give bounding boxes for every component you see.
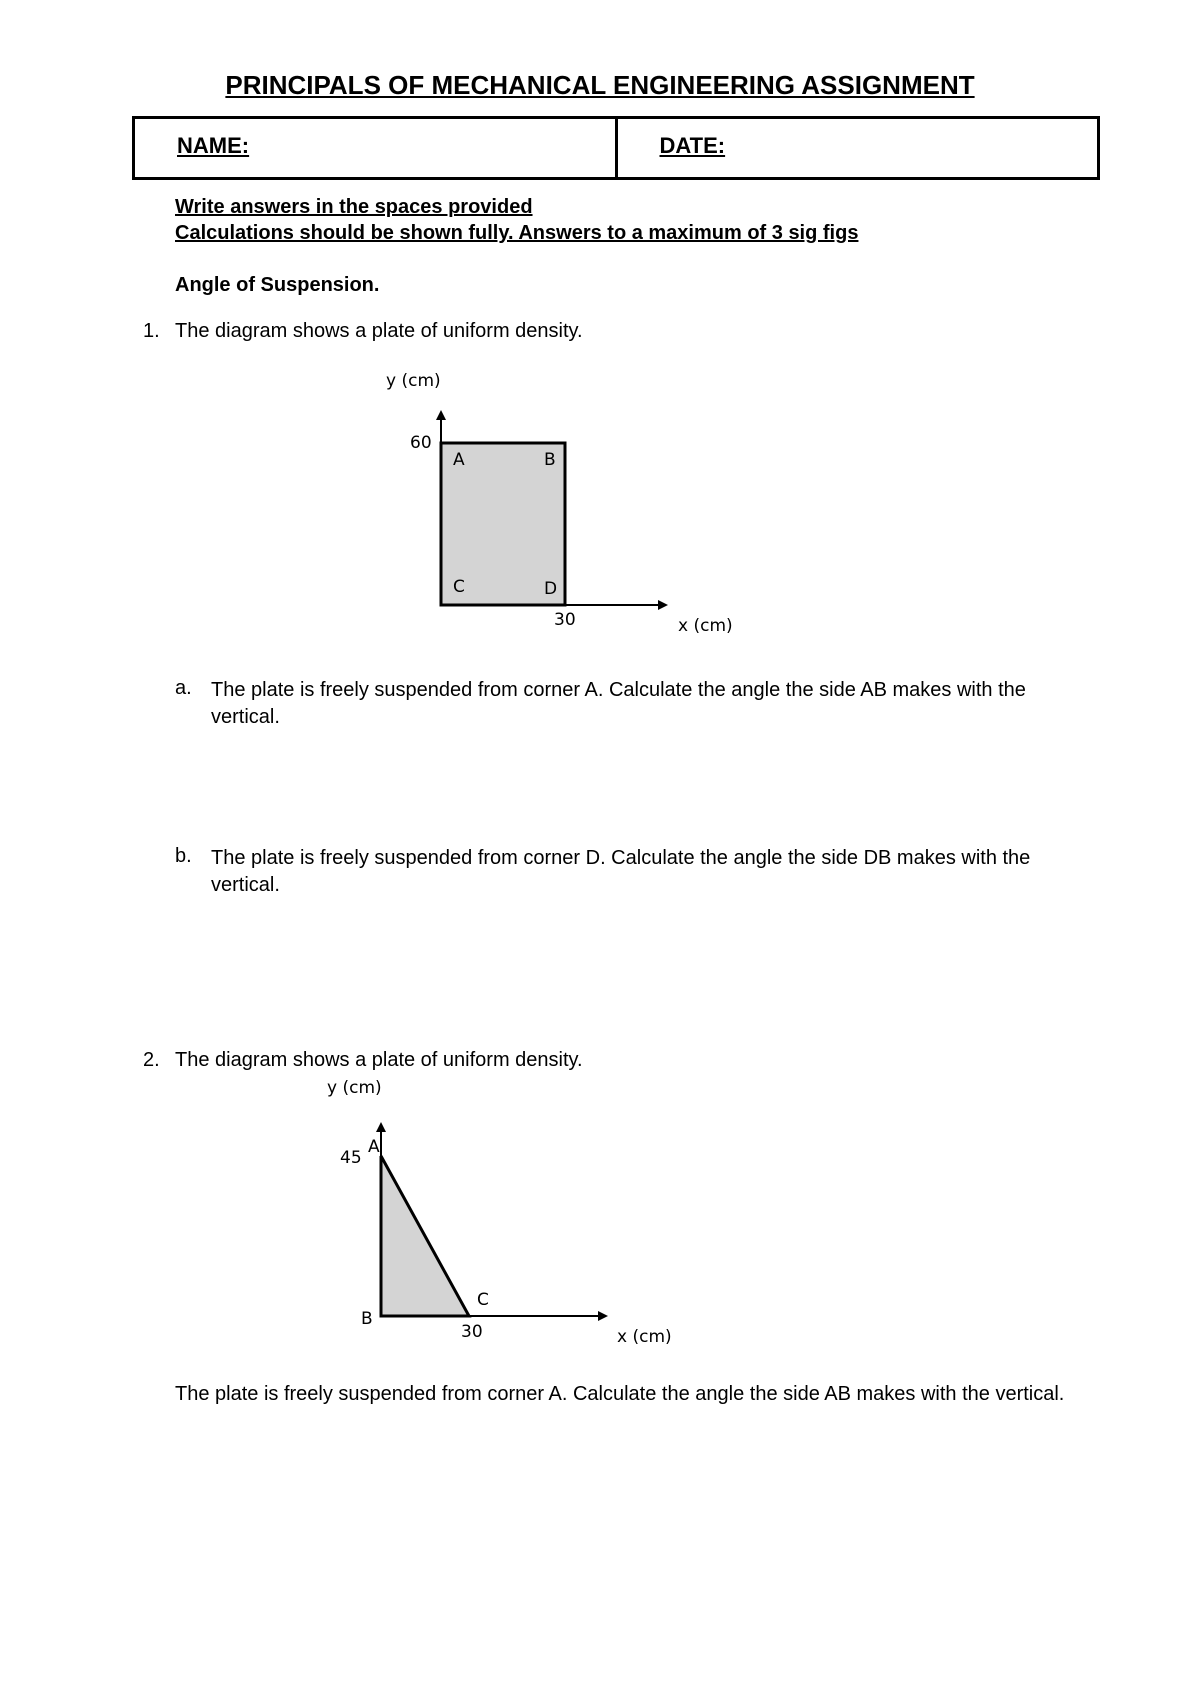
- q1-y-tick: 60: [410, 433, 432, 453]
- q2-corner-a: A: [368, 1137, 380, 1157]
- page-title: PRINCIPALS OF MECHANICAL ENGINEERING ASSIGNMENT: [225, 70, 975, 100]
- q2-diagram: [0, 1060, 1200, 1350]
- q1-corner-c: C: [453, 577, 465, 597]
- q1-text: The diagram shows a plate of uniform density.: [175, 320, 583, 342]
- q2-x-tick: 30: [461, 1322, 483, 1342]
- q1-x-tick: 30: [554, 610, 576, 630]
- q1-corner-b: B: [544, 450, 556, 470]
- q2-y-axis-label: y (cm): [327, 1078, 382, 1098]
- q1b-text: The plate is freely suspended from corner D. Calculate the angle the side DB makes with the vertical.: [211, 847, 1031, 896]
- q1-x-axis-label: x (cm): [678, 616, 733, 636]
- q1-diagram: [0, 0, 1200, 680]
- q1b-label: b.: [175, 845, 192, 867]
- date-label: DATE:: [659, 133, 726, 158]
- q2-x-axis-label: x (cm): [617, 1327, 672, 1347]
- q1-y-axis-label: y (cm): [386, 371, 441, 391]
- name-label: NAME:: [177, 133, 250, 158]
- q1-corner-a: A: [453, 450, 465, 470]
- instruction-1: Write answers in the spaces provided: [175, 196, 533, 218]
- q1-number: 1.: [143, 320, 160, 342]
- q2-corner-b: B: [361, 1309, 373, 1329]
- instruction-2: Calculations should be shown fully. Answers to a maximum of 3 sig figs: [175, 222, 859, 244]
- q1a-text: The plate is freely suspended from corner A. Calculate the angle the side AB makes with the vertical.: [211, 679, 1026, 728]
- q2-plate: [381, 1156, 469, 1316]
- q2-followup: The plate is freely suspended from corner A. Calculate the angle the side AB makes with the vertical.: [175, 1383, 1065, 1405]
- q1-corner-d: D: [544, 579, 558, 599]
- q2-text: The diagram shows a plate of uniform density.: [175, 1049, 583, 1071]
- q2-corner-c: C: [477, 1290, 489, 1310]
- q1a-label: a.: [175, 677, 192, 699]
- q2-number: 2.: [143, 1049, 160, 1071]
- section-heading: Angle of Suspension.: [175, 274, 380, 296]
- q2-y-tick: 45: [340, 1148, 362, 1168]
